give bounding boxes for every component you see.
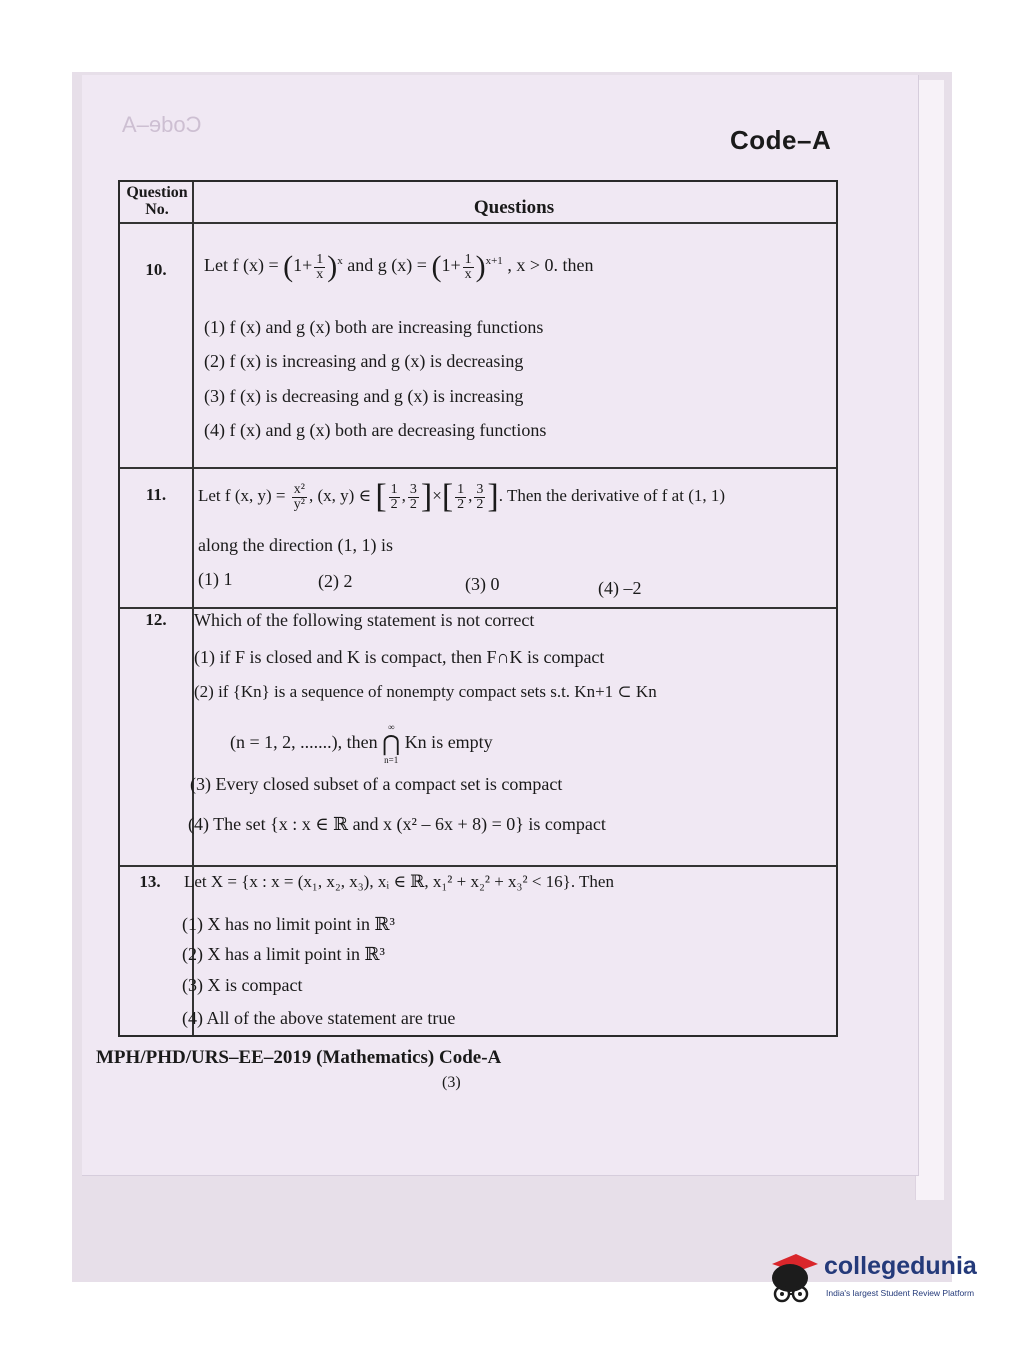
question-number: 12. — [145, 610, 167, 629]
denominator: x — [464, 266, 472, 282]
row-divider — [120, 467, 836, 469]
cap-glyph: ⋂ — [382, 731, 401, 756]
question-13-stem: Let X = {x : x = (x₁, x₂, x₃), xᵢ ∈ ℝ, x₁² + x₂² + x₃² < 16}. Then — [184, 872, 614, 891]
collegedunia-logo — [768, 1250, 990, 1310]
denominator: 2 — [476, 496, 484, 512]
lower-limit: n=1 — [384, 755, 399, 765]
fraction — [455, 483, 466, 512]
mascot-icon — [768, 1250, 822, 1310]
stem-tail: . Then the derivative of f at (1, 1) — [498, 485, 726, 505]
option: (1) if F is closed and K is compact, then F∩K is compact — [194, 647, 605, 667]
times-sign: × — [432, 485, 442, 505]
numerator: 3 — [476, 481, 484, 497]
numerator: 1 — [464, 251, 472, 267]
denominator: y² — [293, 496, 305, 512]
numerator: 1 — [316, 251, 324, 267]
one-plus: 1+ — [293, 255, 313, 276]
domain: , (x, y) ∈ — [308, 485, 372, 505]
option: (4) All of the above statement are true — [182, 1008, 456, 1028]
numerator: x² — [293, 481, 305, 497]
option: (2) 2 — [318, 571, 353, 591]
intersection-symbol — [382, 722, 400, 766]
option: (1) X has no limit point in ℝ³ — [182, 914, 395, 934]
fraction — [463, 253, 474, 282]
bleed-through-text: Code–A — [122, 112, 202, 137]
row-divider — [120, 865, 836, 867]
fraction — [292, 483, 307, 512]
fraction — [474, 483, 485, 512]
column-header-questions: Questions — [473, 197, 555, 218]
stem-f: f (x) = — [232, 255, 279, 276]
page-edge — [915, 80, 944, 1200]
option-text: Kn is empty — [404, 732, 493, 753]
header-question-word: Question — [126, 184, 188, 201]
numerator: 1 — [457, 481, 465, 497]
question-number: 11. — [145, 485, 167, 504]
logo-tagline: India's largest Student Review Platform — [826, 1288, 975, 1298]
denominator: 2 — [409, 496, 417, 512]
logo-wordmark: collegedunia — [824, 1252, 977, 1280]
option: (3) f (x) is decreasing and g (x) is increasing — [204, 386, 524, 406]
option: (1) 1 — [198, 569, 233, 589]
question-11-line2: along the direction (1, 1) is — [198, 535, 393, 555]
stem-lead: Let f (x, y) = — [198, 485, 286, 505]
option: (3) X is compact — [182, 975, 303, 995]
page-number: (3) — [442, 1074, 461, 1091]
upper-limit: ∞ — [387, 722, 395, 732]
option-text: (n = 1, 2, .......), then — [230, 732, 378, 753]
numerator: 1 — [390, 481, 398, 497]
fraction — [408, 483, 419, 512]
option: (4) f (x) and g (x) both are decreasing functions — [204, 420, 547, 440]
option: (2) f (x) is increasing and g (x) is decreasing — [204, 351, 524, 371]
fraction — [389, 483, 400, 512]
exponent: x — [337, 255, 343, 268]
denominator: x — [316, 266, 324, 282]
exam-footer: MPH/PHD/URS–EE–2019 (Mathematics) Code-A — [96, 1047, 502, 1068]
stem-tail: , x > 0. then — [507, 255, 594, 276]
denominator: 2 — [390, 496, 398, 512]
question-11-stem: Let f (x, y) = $\frac{\text{x²}}{\text{y²}}$ , (x, y) ∈ [ $\frac{1}{2}$ , $\frac{3}{2}$ ]×[ $\frac{1}{2}$ , $\frac{3}{2}$ ]. Then the derivative of f at (1, 1) — [198, 478, 726, 515]
stem-lead: Let — [204, 255, 228, 276]
option: (3) 0 — [465, 574, 500, 594]
option: (4) The set {x : x ∈ ℝ and x (x² – 6x + 8) = 0} is compact — [188, 814, 606, 834]
option-continued — [230, 722, 493, 766]
denominator: 2 — [457, 496, 465, 512]
question-12-stem: Which of the following statement is not correct — [194, 610, 535, 630]
column-header-number — [122, 184, 192, 218]
question-table — [118, 180, 838, 1037]
question-number: 10. — [145, 260, 167, 279]
header-no-word: No. — [145, 201, 169, 218]
exponent: x+1 — [485, 255, 503, 268]
option: (4) –2 — [598, 578, 642, 598]
column-divider — [192, 182, 194, 1035]
numerator: 3 — [409, 481, 417, 497]
one-plus: 1+ — [441, 255, 461, 276]
fraction — [314, 253, 325, 282]
option: (1) f (x) and g (x) both are increasing functions — [204, 317, 544, 337]
row-divider — [120, 222, 836, 224]
stem-g: and g (x) = — [347, 255, 427, 276]
option: (2) if {Kn} is a sequence of nonempty compact sets s.t. Kn+1 ⊂ Kn — [194, 682, 657, 701]
paper-code: Code–A — [730, 125, 832, 155]
question-number: 13. — [139, 872, 161, 891]
option: (2) X has a limit point in ℝ³ — [182, 944, 385, 964]
row-divider — [120, 607, 836, 609]
option: (3) Every closed subset of a compact set is compact — [190, 774, 563, 794]
question-10-stem: Let f (x) = (1+ $\frac{1}{x}$ )$^x$ and g (x) = (1+ $\frac{1}{x}$ )$^{x+1}$ , x > 0. then — [204, 250, 594, 283]
